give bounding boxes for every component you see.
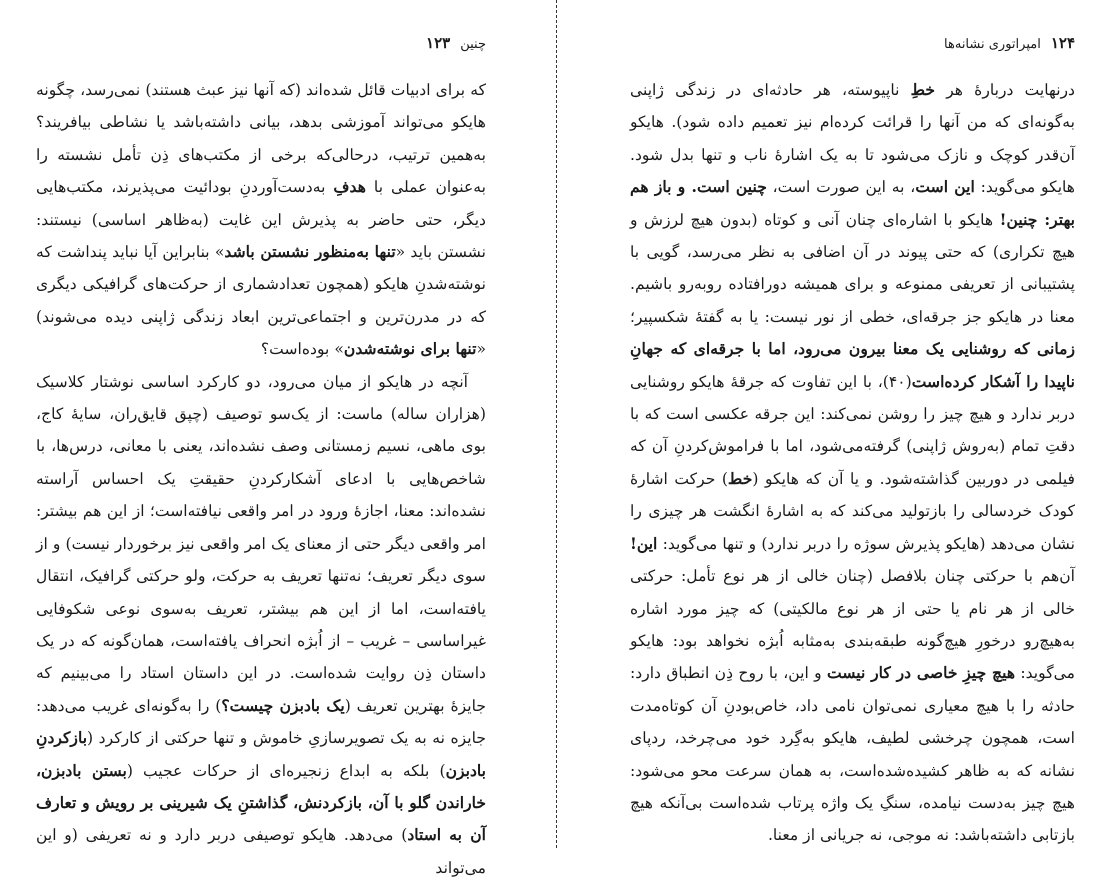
body-text: و این، با روح ذِن انطباق دارد: حادثه را با هیچ معیاری نمی‌توان نامی داد، خاص‌بودنِ آن کوتاه‌مدت است، همچون چرخشی لطیف، هایکو به‌گِرد خود می‌چرخد، ردپای نشانه که به ظاهر کشیده‌شده‌است، به همان سرعت محو می‌شود: هیچ چیز به‌دست نیامده، سنگِ یک واژه پرتاب شده‌است بی‌آنکه هیچ بازتابی داشته‌باشد: نه موجی، نه جریانی از معنا.: [630, 664, 1075, 845]
page-number: ۱۲۳: [426, 34, 451, 52]
body-text: ) بلکه به ابداع زنجیره‌ای از حرکات عجیب (: [126, 761, 446, 780]
body-text: درنهایت دربارهٔ هر: [935, 81, 1076, 99]
bold-text: بازکردنِ بادبزن: [36, 728, 486, 780]
bold-text: زمانی که روشنایی یک معنا بیرون می‌رود، اما با جرقه‌ای که جهانِ ناپیدا را آشکار کرده‌است: [630, 339, 1075, 391]
body-text: ناپیوسته، هر حادثه‌ای در زندگی ژاپنی به‌گونه‌ای که من آنها را قرائت کرده‌ام نیز تعمیم داده شود). هایکو آن‌قدر کوچک و نازک می‌شود تا به یک اشارهٔ ناب و تنها بدل شود. هایکو می‌گوید:: [630, 81, 1076, 197]
page-body-right: [630, 74, 1075, 852]
bold-text: یک بادبزن چیست؟: [221, 695, 345, 715]
bold-text: این است: [915, 177, 975, 197]
body-text: آن‌هم با حرکتی چنان بلافصل (چنان خالی از هر نوع تأمل: حرکتی خالی از هر نام یا حتی از هر نوع مالکیتی) که چیز مورد اشاره به‌هیچ‌رو درخورِ هیچ‌گونه طبقه‌بندی به‌مثابه اُبژه نخواهد بود: هایکو می‌گوید:: [630, 567, 1075, 683]
body-text: آنچه در هایکو از میان می‌رود، دو کارکرد اساسی نوشتار کلاسیک (هزاران ساله) ماست: از یک‌سو توصیف (چپق قایق‌ران، سایهٔ کاج، بوی ماهی، نسیم زمستانی وصف نشده‌اند، یعنی با معانی، درس‌ها، با شاخص‌هایی با ادعای آشکارکردنِ حقیقتِ یک احساس آراسته نشده‌اند: معنا، اجازهٔ ورود در امر واقعی نیافته‌است؛ از این هم بیشتر: امر واقعی دیگر حتی از معنای یک امر واقعی نیز برخوردار نیست) و از سوی دیگر تعریف؛ نه‌تنها تعریف به حرکت، ولو حرکتی گرافیک، انتقال یافته‌است، اما از این هم بیشتر، تعریف به‌سوی نوعی شکوفایی غیراساسی – غریب – از اُبژه انحراف یافته‌است، همان‌گونه که در یک داستان ذِن روایت شده‌است. در این داستان استاد را می‌بینیم که جایزهٔ بهترین تعریف (: [36, 372, 486, 715]
right-page: [630, 34, 1076, 845]
body-text: به‌دست‌آوردنِ بودائیت می‌پذیرند، مکتب‌هایی دیگر، حتی حاضر به پذیرش این غایت (به‌ظاهر اساسی) نیستند: نشستن باید «: [36, 178, 486, 262]
body-text: که برای ادبیات قائل شده‌اند (که آنها نیز عبث هستند) نمی‌رسد، چگونه هایکو می‌تواند آموزشی بدهد، بیانی داشته‌باشد یا نشاطی بیافریند؟ به‌همین ترتیب، درحالی‌که برخی از مکتب‌های ذِن تأمل نشسته را به‌عنوان عملی با: [36, 81, 486, 197]
header-group: [944, 34, 1075, 52]
bold-text: بستن بادبزن، خاراندن گلو با آن، بازکردنش، گذاشتنِ یک شیرینی بر رویش و تعارف آن به استاد: [36, 760, 486, 845]
bold-text: تنها برای نوشته‌شدن: [343, 339, 477, 359]
page-header-left: [36, 34, 486, 60]
page-number: ۱۲۴: [1050, 34, 1075, 52]
page-divider: [556, 0, 557, 848]
body-text: » بنابراین آیا نباید پنداشت که نوشته‌شدنِ هایکو (همچون تعدادشماری از حرکت‌های گرافیکی دیگری که در مدرن‌ترین و اجتماعی‌ترین ابعاد زندگی ژاپنی دیده می‌شوند) «: [36, 243, 486, 359]
left-page: [36, 34, 486, 877]
bold-text: هدفِ: [333, 177, 366, 197]
bold-text: تنها به‌منظور نشستن باشد: [224, 242, 396, 262]
paragraph: [630, 74, 1075, 852]
running-title: امپراتوری نشانه‌ها: [944, 37, 1041, 52]
body-text: ، به این صورت است،: [766, 178, 916, 197]
bold-text: این!: [630, 533, 658, 553]
bold-text: هیچ چیزِ خاصی در کار نیست: [827, 663, 1016, 683]
header-group: [426, 34, 486, 52]
paragraph: [36, 74, 486, 366]
body-text: ) می‌دهد. هایکو توصیفی دربر دارد و نه تعریفی (و این می‌تواند: [36, 826, 486, 877]
page-body-left: [36, 74, 486, 884]
body-text: هایکو با اشاره‌ای چنان آنی و کوتاه (بدون هیچ لرزش و هیچ تکراری) که حتی پیوند در آن اضافی به نظر می‌رسد، گویی با پشتیبانی از تعریفی ممنوعه و برای همیشه دورافتاده روبه‌رو باشیم. معنا در هایکو جز جرقه‌ای، خطی از نور نیست: یا به گفتهٔ شکسپیر؛: [630, 210, 1075, 326]
body-text: ) حرکت اشارهٔ کودک خردسالی را بازتولید می‌کند که به اشارهٔ انگشت هر چیزی را نشان می‌دهد (هایکو پذیرش سوژه را دربر ندارد) و تنها می‌گوید:: [630, 469, 1075, 553]
body-text: (۴۰)، با این تفاوت که جرقهٔ هایکو روشنایی دربر ندارد و هیچ چیز را روشن نمی‌کند: این جرقه عکسی است که با دقتِ تمام (به‌روش ژاپنی) گرفته‌می‌شود، اما با فراموش‌کردنِ آن که فیلمی در دوربین گذاشته‌شود. و یا آن که هایکو (: [630, 372, 1075, 488]
paragraph: [36, 366, 486, 884]
body-text: » بوده‌است؟: [260, 340, 344, 359]
body-text: ) را به‌گونه‌ای غریب می‌دهد: جایزه نه به یک تصویرسازیِ خاموش و تنها حرکتی از کارکرد (: [36, 696, 486, 748]
page-header-right: [630, 34, 1075, 60]
bold-text: خطِ: [910, 80, 936, 99]
bold-text: چنین است. و باز هم بهتر: چنین!: [630, 177, 1076, 229]
running-title: چنین: [460, 37, 486, 52]
bold-text: خط: [727, 468, 753, 488]
